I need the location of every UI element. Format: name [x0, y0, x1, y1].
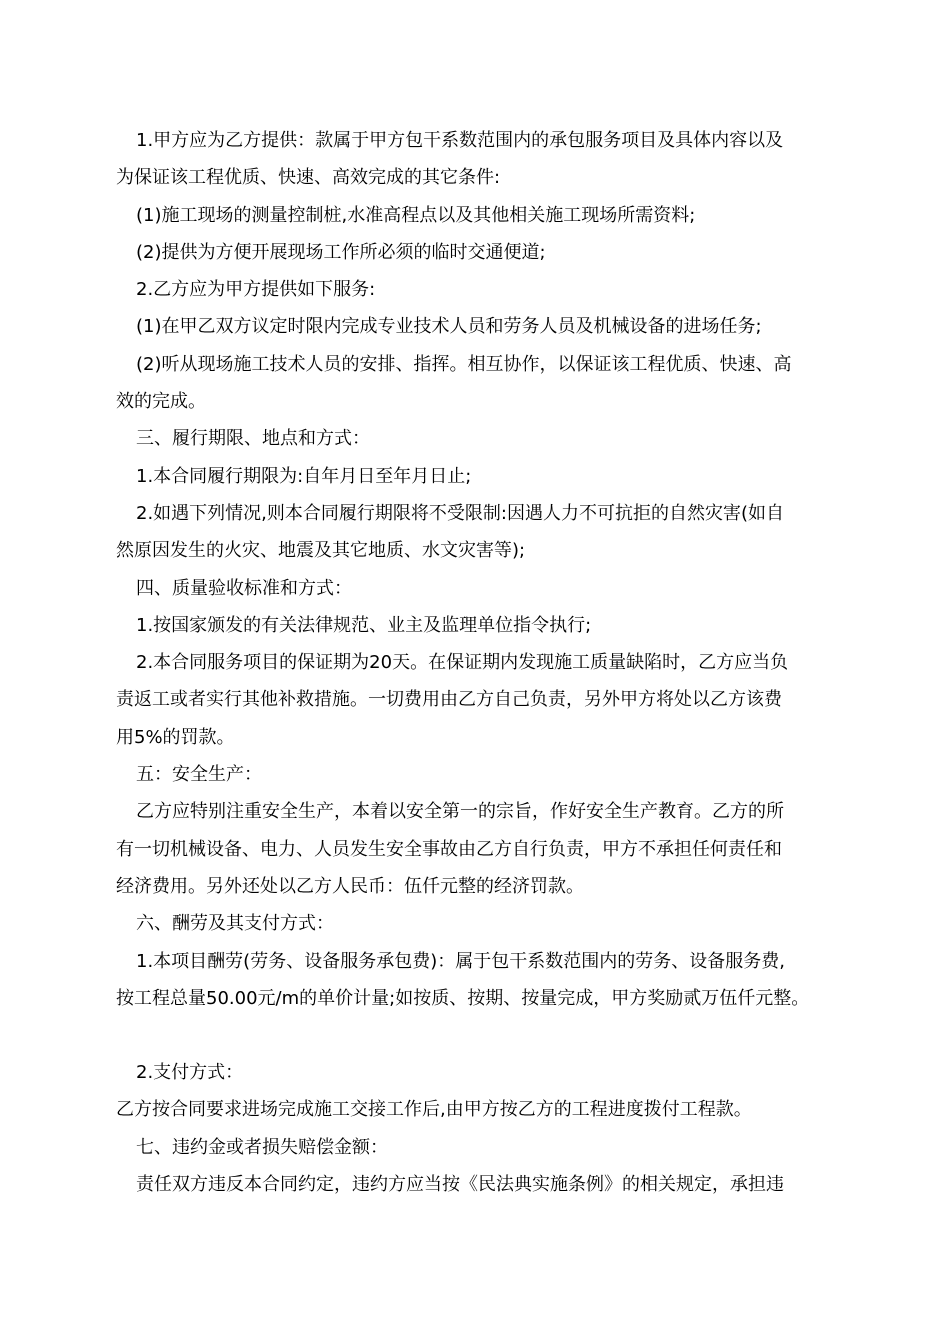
paragraph-line: 然原因发生的火灾、地震及其它地质、水文灾害等);	[116, 540, 526, 562]
paragraph-line: 1.甲方应为乙方提供：款属于甲方包干系数范围内的承包服务项目及具体内容以及	[136, 130, 784, 151]
paragraph-line: 1.按国家颁发的有关法律规范、业主及监理单位指令执行;	[136, 614, 592, 636]
paragraph-line: (1)在甲乙双方议定时限内完成专业技术人员和劳务人员及机械设备的进场任务;	[136, 316, 762, 338]
paragraph-line: (2)提供为方便开展现场工作所必须的临时交通便道;	[136, 241, 546, 263]
paragraph-line: 为保证该工程优质、快速、高效完成的其它条件:	[116, 167, 501, 189]
paragraph-line: 责任双方违反本合同约定，违约方应当按《民法典实施条例》的相关规定，承担违	[136, 1174, 784, 1196]
paragraph-line: 2.如遇下列情况,则本合同履行期限将不受限制:因遇人力不可抗拒的自然灾害(如自	[136, 502, 784, 524]
paragraph-line: 乙方按合同要求进场完成施工交接工作后,由甲方按乙方的工程进度拨付工程款。	[116, 1099, 752, 1121]
section-heading: 三、履行期限、地点和方式：	[136, 428, 370, 450]
document-body	[116, 122, 856, 1203]
paragraph-line: 按工程总量50.00元/m的单价计量;如按质、按期、按量完成，甲方奖励贰万伍仟元整。	[116, 987, 810, 1009]
section-heading: 五：安全生产：	[136, 764, 262, 786]
paragraph-line: 乙方应特别注重安全生产，本着以安全第一的宗旨，作好安全生产教育。乙方的所	[136, 801, 784, 823]
blank-line	[116, 1017, 856, 1054]
paragraph-line: 2.本合同服务项目的保证期为20天。在保证期内发现施工质量缺陷时，乙方应当负	[136, 652, 789, 674]
paragraph-line: 2.乙方应为甲方提供如下服务:	[136, 279, 376, 301]
paragraph-line: 效的完成。	[116, 391, 206, 413]
paragraph-line: 2.支付方式：	[136, 1062, 244, 1084]
paragraph-line: 责返工或者实行其他补救措施。一切费用由乙方自己负责，另外甲方将处以乙方该费	[116, 689, 782, 711]
paragraph-line: (2)听从现场施工技术人员的安排、指挥。相互协作，以保证该工程优质、快速、高	[136, 353, 792, 375]
paragraph-line: 1.本项目酬劳(劳务、设备服务承包费)：属于包干系数范围内的劳务、设备服务费,	[136, 950, 785, 972]
paragraph-line: 1.本合同履行期限为:自年月日至年月日止;	[136, 465, 472, 487]
paragraph-line: 用5%的罚款。	[116, 726, 235, 748]
paragraph-line: (1)施工现场的测量控制桩,水准高程点以及其他相关施工现场所需资料;	[136, 204, 696, 226]
section-heading: 四、质量验收标准和方式：	[136, 577, 352, 599]
section-heading: 六、酬劳及其支付方式：	[136, 913, 334, 935]
paragraph-line: 经济费用。另外还处以乙方人民币：伍仟元整的经济罚款。	[116, 875, 584, 897]
section-heading: 七、违约金或者损失赔偿金额：	[136, 1136, 388, 1158]
paragraph-line: 有一切机械设备、电力、人员发生安全事故由乙方自行负责，甲方不承担任何责任和	[116, 838, 782, 860]
